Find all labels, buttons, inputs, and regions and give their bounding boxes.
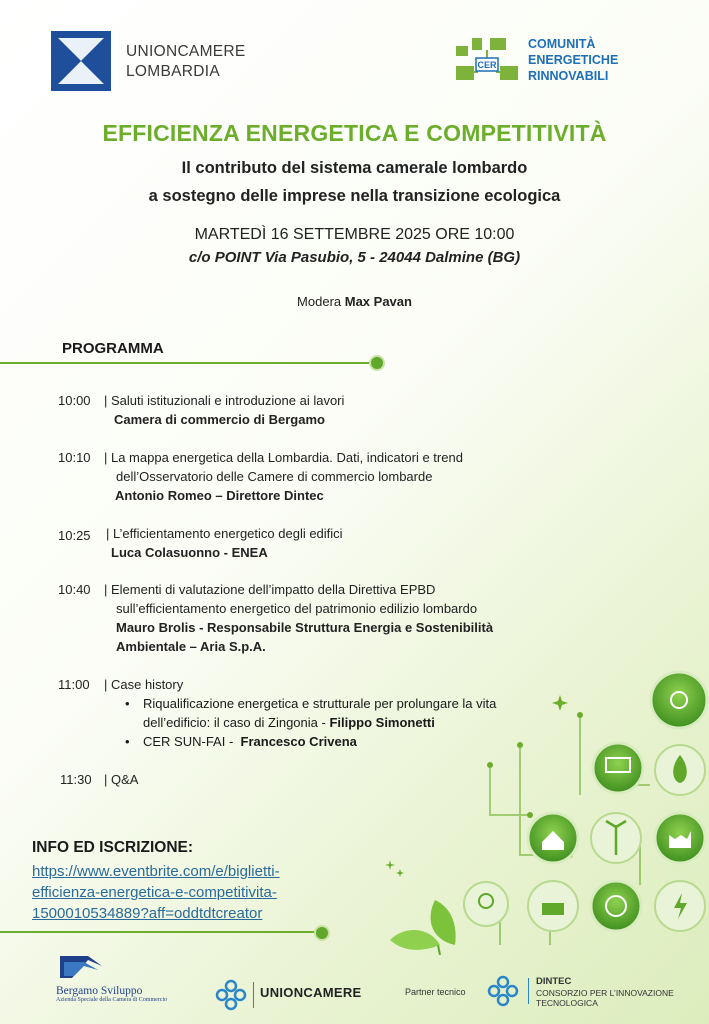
- energy-icons-illustration: [380, 655, 709, 955]
- item-speaker: Camera di commercio di Bergamo: [114, 412, 325, 427]
- lightbulb-icon: [464, 882, 508, 926]
- info-heading: INFO ED ISCRIZIONE:: [32, 839, 194, 856]
- registration-link-line2[interactable]: efficienza-energetica-e-competitivita-: [32, 884, 277, 901]
- item-title-cont: dell’Osservatorio delle Camere di commercio lombarde: [116, 469, 433, 484]
- item-time: 11:30: [60, 772, 92, 787]
- bullet-text: CER SUN-FAI -: [143, 734, 237, 749]
- program-heading: PROGRAMMA: [62, 340, 164, 357]
- item-time: 10:10: [58, 450, 91, 465]
- subtitle-line2: a sostegno delle imprese nella transizione ecologica: [148, 187, 561, 205]
- registration-link-line3[interactable]: 1500010534889?aff=oddtdtcreator: [32, 905, 263, 922]
- bullet-text: • Riqualificazione energetica e strutturale per prolungare la vita: [143, 696, 497, 711]
- item-title: | Saluti istituzionali e introduzione ai lavori: [104, 393, 345, 408]
- partner-label: Partner tecnico: [405, 987, 466, 997]
- cer-line2: ENERGETICHE: [528, 53, 619, 67]
- dintec-icon: [486, 974, 520, 1008]
- moderator-name: Max Pavan: [344, 294, 412, 309]
- org-name: [126, 42, 246, 82]
- bullet-text-cont: dell’edificio: il caso di Zingonia -: [143, 715, 330, 730]
- registration-link[interactable]: [32, 861, 280, 924]
- cer-line3: RINNOVABILI: [528, 69, 609, 83]
- cer-logo-icon: [452, 36, 522, 86]
- info-divider: [0, 931, 318, 933]
- program-divider-dot: [369, 355, 385, 371]
- item-speaker: Mauro Brolis - Responsabile Struttura Energia e Sostenibilità: [116, 620, 494, 635]
- sun-icon: [651, 672, 707, 728]
- item-title: | La mappa energetica della Lombardia. Dati, indicatori e trend: [104, 450, 463, 465]
- event-subtitle: [0, 154, 709, 210]
- unioncamere-footer-name: UNIONCAMERE: [260, 985, 362, 1000]
- cer-logo-text: [528, 36, 618, 84]
- program-divider: [0, 362, 372, 364]
- unioncamere-footer-logo: [214, 978, 362, 1017]
- item-time: 10:00: [58, 393, 91, 408]
- item-title: | Elementi di valutazione dell’impatto della Direttiva EPBD: [104, 582, 436, 597]
- moderator-prefix: Modera: [297, 294, 342, 309]
- item-speaker-cont: Ambientale – Aria S.p.A.: [116, 639, 266, 654]
- item-speaker: Antonio Romeo – Direttore Dintec: [115, 488, 324, 503]
- item-time: 10:40: [58, 582, 91, 597]
- org-name-line2: LOMBARDIA: [126, 63, 220, 80]
- dintec-subtitle-line2: TECNOLOGICA: [536, 998, 598, 1008]
- leaves-icon: [390, 900, 456, 955]
- bullet-speaker: Filippo Simonetti: [329, 715, 435, 730]
- cer-line1: COMUNITÀ: [528, 37, 596, 51]
- moderator: [0, 294, 709, 309]
- recycle-leaf-icon: [591, 881, 641, 931]
- item-title-cont: sull’efficientamento energetico del patrimonio edilizio lombardo: [116, 601, 478, 616]
- event-title: EFFICIENZA ENERGETICA E COMPETITIVITÀ: [102, 120, 607, 146]
- registration-link-line1[interactable]: https://www.eventbrite.com/e/biglietti-: [32, 863, 280, 880]
- item-time: 10:25: [58, 528, 91, 543]
- bergamo-sviluppo-logo: [56, 952, 167, 1003]
- item-speaker: Luca Colasuonno - ENEA: [111, 545, 268, 560]
- dintec-logo: [486, 974, 674, 1013]
- org-name-line1: UNIONCAMERE: [126, 43, 246, 60]
- case-history-bullet: [143, 732, 357, 751]
- subtitle-line1: Il contributo del sistema camerale lombardo: [181, 159, 528, 177]
- bullet-speaker: Francesco Crivena: [240, 734, 357, 749]
- bergamo-sviluppo-icon: [58, 952, 104, 980]
- bergamo-sviluppo-name: Bergamo Sviluppo: [56, 985, 143, 997]
- bergamo-sviluppo-subtitle: Azienda Speciale della Camera di Commercio: [56, 997, 168, 1003]
- info-divider-dot: [314, 925, 330, 941]
- item-time: 11:00: [58, 677, 90, 692]
- dintec-subtitle: [536, 988, 674, 1008]
- item-title: | L’efficientamento energetico degli edifici: [106, 526, 343, 541]
- event-date: MARTEDÌ 16 SETTEMBRE 2025 ORE 10:00: [194, 226, 515, 243]
- unioncamere-icon: [214, 978, 248, 1012]
- item-title: | Case history: [104, 677, 184, 692]
- dintec-subtitle-line1: CONSORZIO PER L’INNOVAZIONE: [536, 988, 674, 998]
- solar-panel-icon: [593, 743, 643, 793]
- cer-badge-text: CER: [477, 60, 497, 70]
- event-place: c/o POINT Via Pasubio, 5 - 24044 Dalmine (BG): [188, 249, 521, 266]
- item-title: | Q&A: [104, 772, 139, 787]
- dintec-name: DINTEC: [536, 976, 572, 987]
- unioncamere-lombardia-logo: [51, 31, 111, 91]
